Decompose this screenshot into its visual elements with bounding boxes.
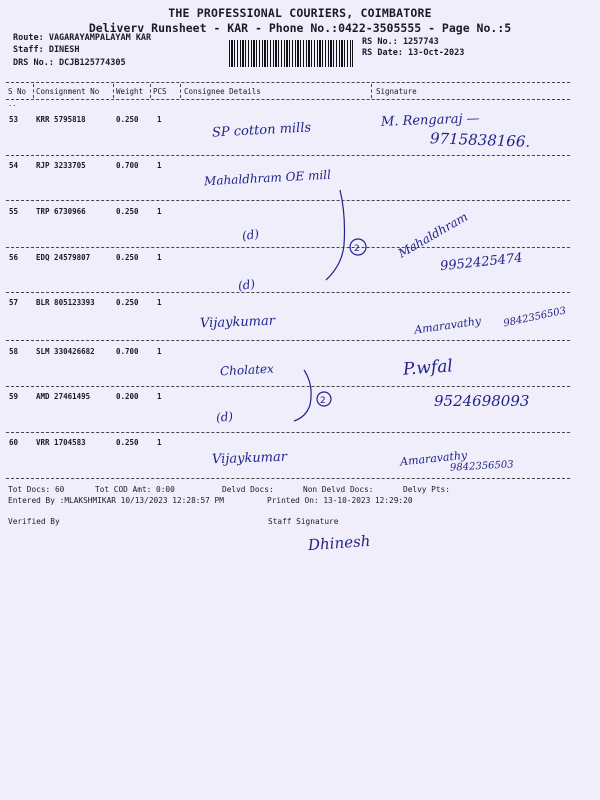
row-consignment: VRR 1704583	[36, 438, 86, 447]
delivered-docs: Delvd Docs:	[222, 485, 274, 494]
handwritten-signature: Mahaldhram	[395, 209, 471, 261]
row-consignment: EDQ 24579807	[36, 253, 91, 262]
row-sno: 57	[9, 298, 19, 307]
staff-signature-label: Staff Signature	[268, 517, 339, 526]
col-divider	[180, 84, 181, 98]
delivery-points: Delvy Pts:	[403, 485, 450, 494]
row-consignment: AMD 27461495	[36, 392, 91, 401]
non-delivered-docs: Non Delvd Docs:	[303, 485, 374, 494]
row-weight: 0.250	[116, 298, 139, 307]
handwritten-signature: M. Rengaraj —	[380, 111, 480, 130]
row-pcs: 1	[157, 253, 162, 262]
row-sno: 56	[9, 253, 19, 262]
row-rule	[6, 292, 570, 293]
handwritten-phone: 9952425474	[439, 250, 524, 275]
bracket-mark	[320, 185, 380, 285]
handwritten-phone: 9842356503	[502, 305, 568, 330]
handwritten-consignee: (d)	[215, 409, 234, 425]
col-consignment: Consignment No	[36, 87, 100, 96]
row-rule	[6, 247, 570, 248]
col-divider	[371, 84, 372, 98]
row-weight: 0.250	[116, 253, 139, 262]
row-sno: 59	[9, 392, 19, 401]
row-consignment: SLM 330426682	[36, 347, 95, 356]
row-weight: 0.700	[116, 347, 139, 356]
handwritten-phone: 9715838166.	[429, 129, 531, 151]
row-rule	[6, 200, 570, 201]
svg-text:2: 2	[354, 244, 360, 254]
col-consignee: Consignee Details	[184, 87, 261, 96]
col-sno: S No	[8, 87, 27, 96]
row-weight: 0.250	[116, 115, 139, 124]
drs-number: DRS No.: DCJB125774305	[13, 58, 126, 68]
row-pcs: 1	[157, 115, 162, 124]
handwritten-signature: Amaravathy	[399, 448, 468, 469]
handwritten-consignee: Vijaykumar	[199, 313, 276, 332]
col-pcs: PCS	[153, 87, 167, 96]
handwritten-consignee: Cholatex	[219, 361, 275, 379]
handwritten-consignee: Mahaldhram OE mill	[203, 167, 332, 189]
col-signature: Signature	[376, 87, 417, 96]
route-label: Route: VAGARAYAMPALAYAM KAR	[13, 33, 152, 43]
total-docs: Tot Docs: 60	[8, 485, 65, 494]
row-pcs: 1	[157, 207, 162, 216]
row-rule	[6, 155, 570, 156]
handwritten-phone: 9524698093	[434, 392, 530, 410]
svg-text:2: 2	[320, 396, 326, 406]
runsheet-subtitle: Deliverv Runsheet - KAR - Phone No.:0422-3505555 - Page No.:5	[88, 21, 512, 35]
col-divider	[150, 84, 151, 98]
handwritten-signature: P.wfal	[402, 356, 454, 380]
row-sno: 54	[9, 161, 19, 170]
staff-label: Staff: DINESH	[13, 45, 80, 55]
row-pcs: 1	[157, 392, 162, 401]
row-rule	[6, 340, 570, 341]
company-title: THE PROFESSIONAL COURIERS, COIMBATORE	[168, 6, 432, 20]
handwritten-consignee: Vijaykumar	[211, 449, 288, 468]
row-sno: 55	[9, 207, 19, 216]
col-divider	[113, 84, 114, 98]
col-weight: Weight	[116, 87, 144, 96]
row-consignment: BLR 805123393	[36, 298, 95, 307]
row-rule	[6, 386, 570, 387]
row-pcs: 1	[157, 298, 162, 307]
rs-number: RS No.: 1257743	[362, 37, 439, 47]
row-weight: 0.250	[116, 207, 139, 216]
handwritten-consignee: (d)	[237, 276, 256, 294]
col-divider	[33, 84, 34, 98]
printed-on: Printed On: 13-10-2023 12:29:20	[267, 496, 413, 505]
handwritten-signature: Amaravathy	[413, 314, 482, 337]
row-rule	[6, 478, 570, 479]
row-weight: 0.700	[116, 161, 139, 170]
row-pcs: 1	[157, 438, 162, 447]
row-consignment: TRP 6730966	[36, 207, 86, 216]
row-consignment: RJP 3233705	[36, 161, 86, 170]
row-pcs: 1	[157, 347, 162, 356]
row-sno: 58	[9, 347, 19, 356]
handwritten-consignee: (d)	[241, 226, 260, 244]
rs-date: RS Date: 13-Oct-2023	[362, 48, 465, 58]
bracket-mark	[290, 365, 350, 425]
row-rule	[6, 432, 570, 433]
table-header-rule	[6, 99, 570, 100]
verified-by: Verified By	[8, 517, 60, 526]
total-cod: Tot COD Amt: 0:00	[95, 485, 175, 494]
row-sno: 60	[9, 438, 19, 447]
handwritten-consignee: SP cotton mills	[211, 120, 312, 141]
row-weight: 0.250	[116, 438, 139, 447]
table-top-rule	[6, 82, 570, 83]
row-sno: 53	[9, 115, 19, 124]
handwritten-phone: 9842356503	[449, 459, 514, 474]
sno-underline-dots: ..	[8, 100, 17, 108]
staff-signature: Dhinesh	[307, 531, 371, 555]
row-weight: 0.200	[116, 392, 139, 401]
row-consignment: KRR 5795818	[36, 115, 86, 124]
row-pcs: 1	[157, 161, 162, 170]
barcode	[229, 40, 353, 67]
entered-by: Entered By :MLAKSHMIKAR 10/13/2023 12:28:57 PM	[8, 496, 224, 505]
